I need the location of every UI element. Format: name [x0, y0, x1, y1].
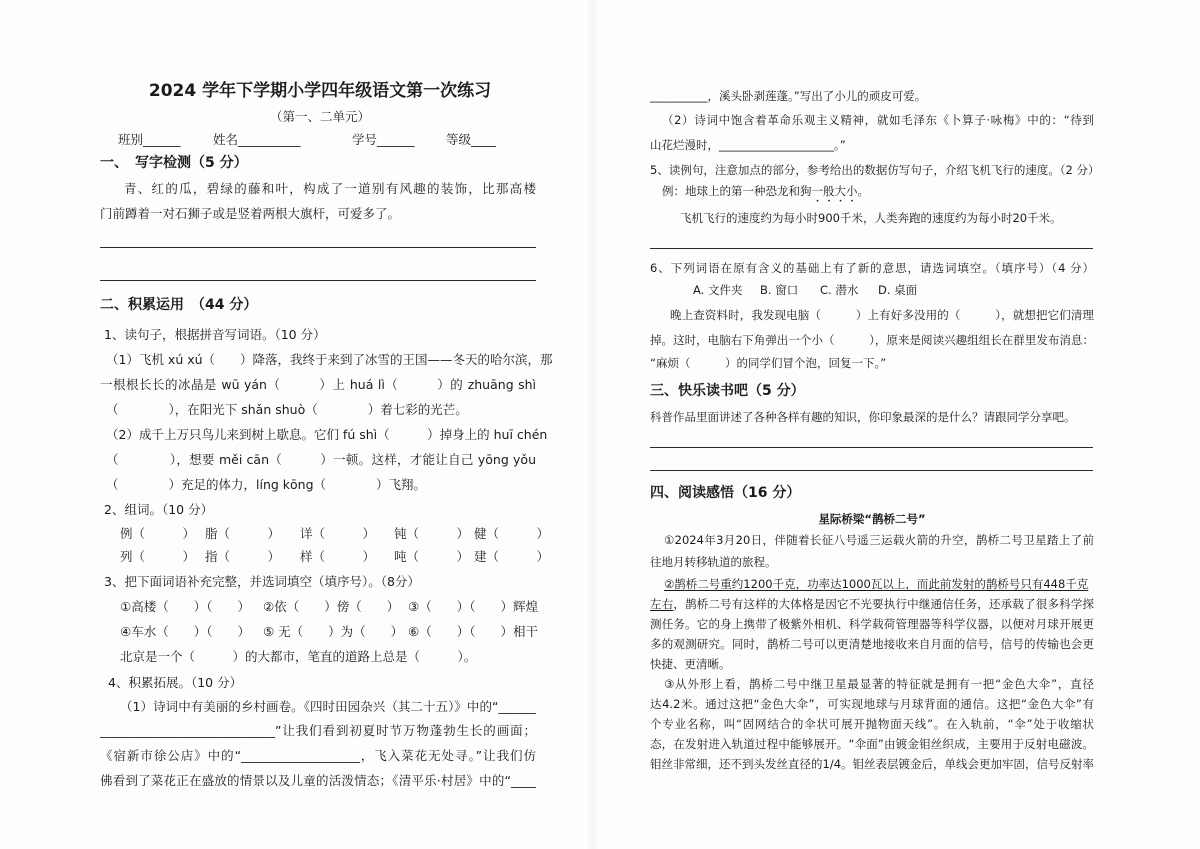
q4-line: ____________________________”让我们看到初夏时节万物蓬勃生长的画面；: [100, 723, 536, 738]
info-name: 姓名__________: [213, 132, 301, 147]
underlined-text: ②鹊桥二号重约1200千克，功率达1000瓦以上，而此前发射的鹊桥号只有448千克: [664, 577, 1089, 591]
article-line: ①2024年3月20日，伴随着长征八号遥三运载火箭的升空，鹊桥二号卫星踏上了前: [664, 533, 1094, 547]
section1-heading: 一、 写字检测（5 分）: [100, 155, 248, 171]
q6-line: 掉。这时，电脑右下角弹出一个小（ ），原来是阅读兴趣组组长在群里发布消息：: [650, 333, 1094, 347]
article-line: 多的观测研究。同时，鹊桥二号可以更清楚地接收来自月面的信号，信号的传输也会更: [650, 637, 1094, 651]
article-title: 星际桥梁“鹊桥二号”: [818, 512, 926, 526]
q2-item: 指（ ）: [205, 549, 281, 564]
page-fold: [586, 0, 600, 849]
q4-line: __________，溪头卧剥莲蓬。”写出了小儿的顽皮可爱。: [650, 89, 927, 103]
writing-line: [650, 248, 1093, 249]
q3-item: ③（ ）（ ）辉煌: [408, 599, 538, 614]
q5-data: 飞机飞行的速度约为每小时900千米，人类奔跑的速度约为每小时20千米。: [680, 211, 1062, 225]
q2-item: 健（ ）: [474, 526, 550, 541]
q3-item: ①高楼（ ）（ ）: [120, 599, 250, 614]
writing-line: [650, 447, 1093, 448]
q3-item: ⑥（ ）（ ）相干: [408, 624, 538, 639]
q4-line: 《宿新市徐公店》中的“___________________，飞入菜花无处寻。”让我们仿: [100, 748, 536, 763]
article-line: 往地月转移轨道的旅程。: [650, 555, 777, 569]
info-number: 学号______: [352, 132, 415, 147]
q2-item: 列（ ）: [120, 549, 196, 564]
q3-item: ②依（ ）傍（ ）: [263, 599, 400, 614]
q6-prompt: 6、下列词语在原有含义的基础上有了新的意思，请选词填空。（填序号）（4 分）: [650, 261, 1094, 275]
info-grade: 等级____: [446, 132, 497, 147]
q2-item: 吨（ ）: [394, 549, 470, 564]
article-line: 快捷、更清晰。: [650, 657, 731, 671]
q4-line: 佛看到了菜花正在盛放的情景以及儿童的活泼情态；《清平乐·村居》中的“____: [100, 773, 536, 788]
exam-title: 2024 学年下学期小学四年级语文第一次练习: [148, 81, 492, 101]
section3-heading: 三、快乐读书吧（5 分）: [650, 383, 805, 399]
article-line: 测任务。它的身上携带了极紫外相机、科学载荷管理器等科学仪器，以便对月球开展更: [650, 617, 1094, 631]
underlined-text: 左右: [650, 597, 674, 611]
q2-item: 钝（ ）: [394, 526, 470, 541]
info-class: 班别______: [118, 132, 181, 147]
article-line: 钼丝非常细，还不到头发丝直径的1/4。钼丝表层镀金后，单线会更加牢固，信号反射率: [650, 757, 1095, 771]
q3-item: ④车水（ ）（ ）: [120, 624, 250, 639]
q2-item: 例（ ）: [120, 526, 196, 541]
writing-line: [650, 470, 1093, 471]
q5-example: [662, 182, 869, 205]
q2-item: 详（ ）: [300, 526, 376, 541]
q5-example-prefix: 例：地球上的第一种恐龙和狗: [662, 184, 812, 198]
article-line: [650, 596, 1094, 612]
q4-line: （1）诗词中有美丽的乡村画卷。《四时田园杂兴（其二十五）》中的“______: [120, 699, 536, 714]
q2-item: 脂（ ）: [205, 526, 281, 541]
q2-item: 建（ ）: [474, 549, 550, 564]
q6-option: A. 文件夹: [693, 283, 743, 297]
q4-line: 山花烂漫时，____________________。”: [650, 138, 846, 152]
q5-example-suffix: 。: [857, 184, 869, 198]
article-line: ③从外形上看，鹊桥二号中继卫星最显著的特征就是拥有一把“金色大伞”，直径: [664, 677, 1094, 691]
q1-prompt: 1、读句子，根据拼音写词语。（10 分）: [104, 327, 326, 342]
q1-line: （1）飞机 xú xú（ ）降落，我终于来到了冰雪的王国——冬天的哈尔滨，那: [106, 352, 553, 367]
q2-prompt: 2、组词。（10 分）: [104, 502, 214, 517]
section3-prompt: 科普作品里面讲述了各种各样有趣的知识，你印象最深的是什么？请跟同学分享吧。: [650, 410, 1076, 424]
q1-line: 一根根长长的冰晶是 wū yán（ ）上 huá lì（ ）的 zhuāng shì: [100, 377, 536, 392]
article-line: [664, 576, 1088, 592]
q4-line: （2）诗词中饱含着革命乐观主义精神，就如毛泽东《卜算子·咏梅》中的：“待到: [662, 113, 1094, 127]
copy-text-line: 门前蹲着一对石狮子或是竖着两根大旗杆，可爱多了。: [100, 206, 401, 221]
q3-prompt: 3、把下面词语补充完整，并选词填空（填序号）。（8分）: [104, 574, 420, 589]
section2-heading: 二、积累运用 （44 分）: [100, 297, 258, 313]
writing-line: [100, 280, 536, 281]
q6-option: D. 桌面: [878, 283, 918, 297]
section4-heading: 四、阅读感悟（16 分）: [650, 485, 801, 501]
q6-option: B. 窗口: [760, 283, 799, 297]
q5-example-dotted: 一般大小: [811, 184, 858, 198]
q5-prompt: 5、读例句，注意加点的部分，参考给出的数据仿写句子，介绍飞机飞行的速度。（2 分）: [650, 163, 1100, 177]
q4-prompt: 4、积累拓展。（10 分）: [108, 675, 243, 690]
exam-subtitle: （第一、二单元）: [269, 109, 370, 124]
writing-line: [100, 247, 536, 248]
article-text: ，鹊桥二号有这样的大体格是因它不光要执行中继通信任务，还承载了很多科学探: [673, 597, 1095, 611]
copy-text-line: 青、红的瓜，碧绿的藤和叶，构成了一道别有风趣的装饰，比那高楼: [124, 181, 536, 196]
q6-option: C. 潜水: [820, 283, 859, 297]
article-line: 态，在发射进入轨道过程中能够展开。“伞面”由镀金钼丝织成，主要用于反射电磁波。: [650, 737, 1094, 751]
article-line: 达4.2米。通过这把“金色大伞”，可实现地球与月球背面的通信。这把“金色大伞”有: [650, 697, 1094, 711]
q1-line: （ ）充足的体力，líng kōng（ ）飞翔。: [106, 477, 427, 492]
article-line: 个专业名称，叫“固网结合的伞状可展开抛物面天线”。在入轨前，“伞”处于收缩状: [650, 717, 1094, 731]
q3-sentence: 北京是一个（ ）的大都市，笔直的道路上总是（ ）。: [120, 649, 477, 664]
q6-line: “麻烦（ ）的同学们冒个泡，回复一下。”: [650, 356, 887, 370]
q2-item: 样（ ）: [300, 549, 376, 564]
q1-line: （ ），想要 měi cān（ ）一顿。这样，才能让自己 yōng yǒu: [106, 452, 536, 467]
q3-item: ⑤ 无（ ）为（ ）: [263, 624, 404, 639]
q1-line: （2）成千上万只鸟儿来到树上歇息。它们 fú shì（ ）掉身上的 huī chén: [106, 427, 548, 442]
q6-line: 晚上查资料时，我发现电脑（ ）上有好多没用的（ ），就想把它们清理: [670, 308, 1094, 322]
q1-line: （ ），在阳光下 shǎn shuò（ ）着七彩的光芒。: [106, 402, 468, 417]
